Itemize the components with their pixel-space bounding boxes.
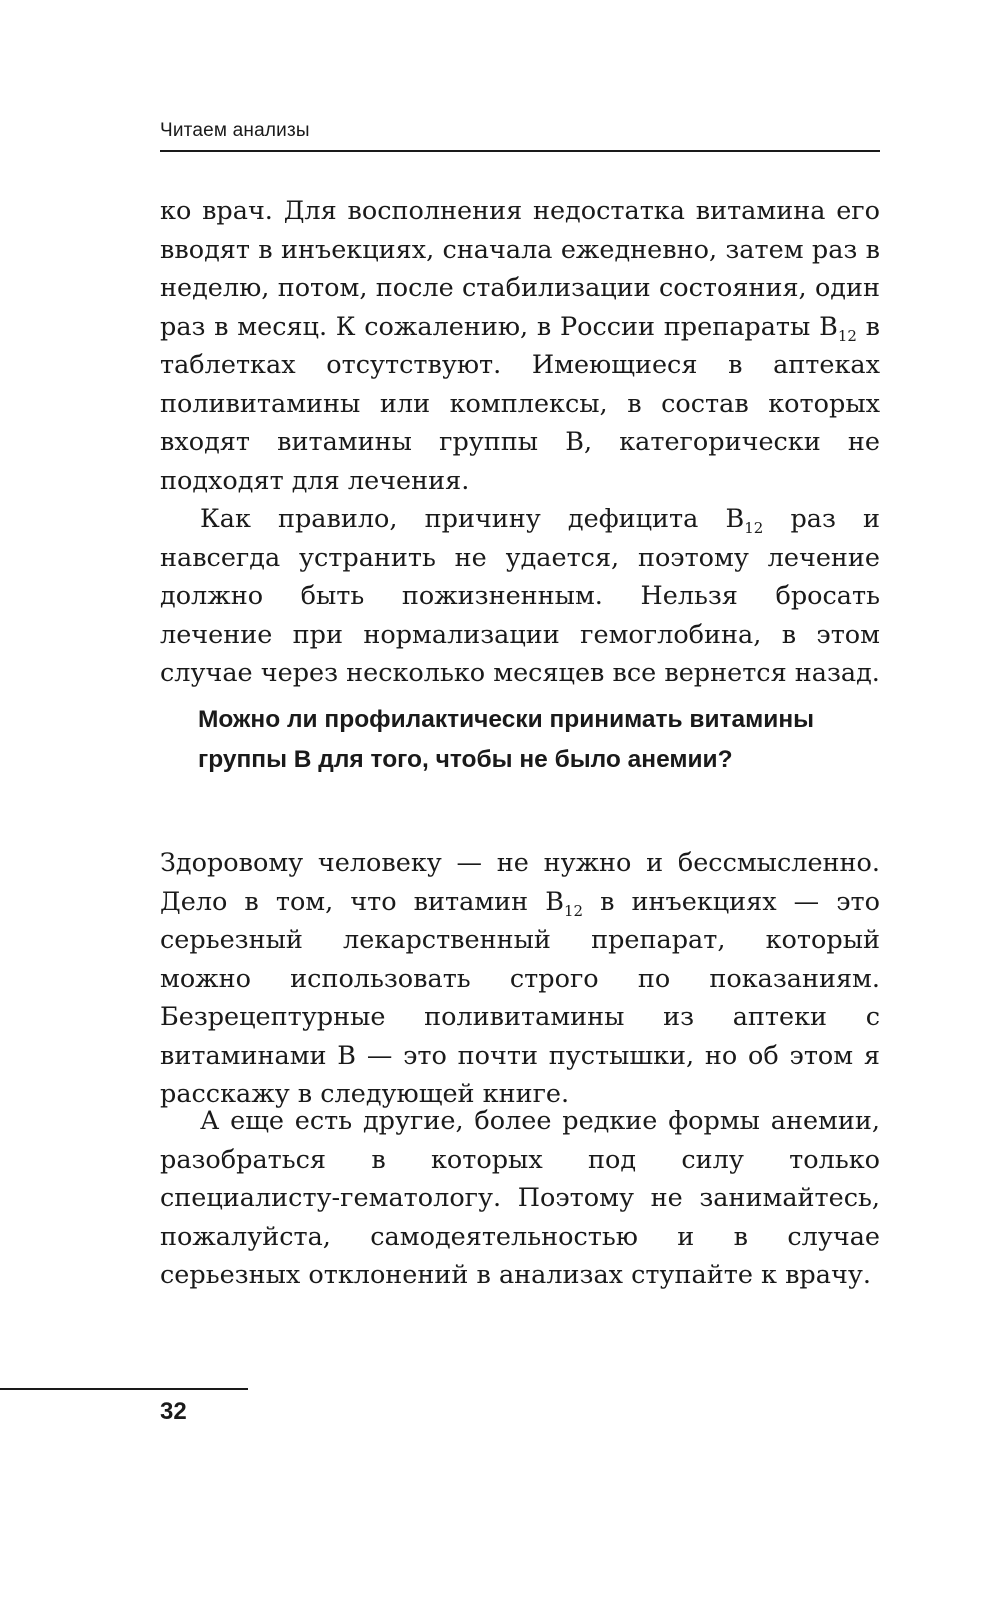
paragraph-text: раз и навсегда устранить не удается, поэтому лечение должно быть пожизненным. Нельзя бросать лечение при нормализации гемоглобина, в этом случае через несколько месяцев все вернется назад. <box>160 504 880 688</box>
paragraph-text: в таблетках отсутствуют. Имеющиеся в аптеках поливитамины или комплексы, в состав которых входят витамины группы B, категорически не подходят для лечения. <box>160 311 881 496</box>
paragraph <box>160 192 880 500</box>
paragraph-text: Здоровому человеку — не нужно и бессмысленно. Дело в том, что витамин B <box>160 848 880 917</box>
closing-block <box>160 1102 880 1295</box>
paragraph: А еще есть другие, более редкие формы анемии, разобраться в которых под силу только специалисту-гематологу. Поэтому не занимайтесь, пожалуйста, самодеятельностью и в случае серьезных отклонений в анализах ступайте к врачу. <box>160 1106 880 1290</box>
paragraph-text: ко врач. Для восполнения недостатка витамина его вводят в инъекциях, сначала ежедневно, затем раз в неделю, потом, после стабилизации состояния, один раз в месяц. К сожалению, в России препараты B <box>160 196 880 342</box>
subscript: 12 <box>744 519 764 537</box>
paragraph-text: в инъекциях — это серьезный лекарственный препарат, который можно использовать строго по показаниям. Безрецептурные поливитамины из аптеки с витаминами B — это почти пустышки, но об этом я расскажу в следующей книге. <box>160 886 880 1109</box>
subscript: 12 <box>837 326 857 345</box>
running-title: Читаем анализы <box>160 120 310 141</box>
running-head <box>160 120 880 152</box>
text-block-continuation <box>160 192 880 693</box>
answer-block <box>160 844 880 1114</box>
question-text: Можно ли профилактически принимать витамины группы B для того, чтобы не было анемии? <box>198 706 815 773</box>
paragraph-text: Как правило, причину дефицита B <box>200 504 745 534</box>
page-number: 32 <box>160 1398 187 1425</box>
paragraph <box>160 500 880 693</box>
paragraph <box>160 844 880 1114</box>
subscript: 12 <box>563 901 584 920</box>
question-heading <box>198 700 878 780</box>
footer-rule <box>0 1388 248 1390</box>
